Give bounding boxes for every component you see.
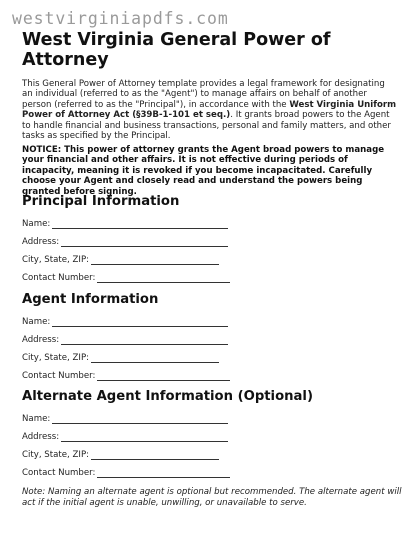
alternate-name-field[interactable]: [22, 414, 228, 424]
principal-city-field[interactable]: [22, 255, 219, 265]
alternate-city-label: City, State, ZIP:: [22, 450, 90, 460]
principal-section-title: Principal Information: [22, 194, 180, 209]
agent-name-label: Name:: [22, 317, 51, 327]
alternate-name-line[interactable]: [52, 415, 228, 424]
agent-address-field[interactable]: [22, 335, 228, 345]
intro-text-after: . It grants broad powers to the Agent to handle financial and business transactions, personal and family matters, and other tasks as specified by the Principal.: [22, 110, 391, 142]
intro-act-reference: West Virginia Uniform Power of Attorney Act (§39B-1-101 et seq.): [22, 99, 397, 121]
agent-contact-line[interactable]: [97, 372, 230, 381]
alternate-address-line[interactable]: [61, 433, 228, 442]
agent-contact-label: Contact Number:: [22, 371, 96, 381]
principal-name-field[interactable]: [22, 219, 228, 229]
alternate-city-field[interactable]: [22, 450, 219, 460]
alternate-contact-field[interactable]: [22, 468, 230, 478]
principal-contact-label: Contact Number:: [22, 273, 96, 283]
intro-text-before: This General Power of Attorney template provides a legal framework for designating an individual (referred to as the "Agent") to manage affairs on behalf of another person (referred to as the "Principal"), in accordance with the: [22, 79, 385, 110]
agent-address-line[interactable]: [61, 336, 228, 345]
alternate-agent-section-title: Alternate Agent Information (Optional): [22, 389, 313, 404]
alternate-address-label: Address:: [22, 432, 60, 442]
principal-city-line[interactable]: [91, 256, 219, 265]
alternate-agent-note: Note: Naming an alternate agent is optional but recommended. The alternate agent will act if the initial agent is unable, unwilling, or unavailable to serve.: [22, 487, 402, 508]
document-title: West Virginia General Power of Attorney: [22, 30, 331, 70]
agent-city-line[interactable]: [91, 354, 219, 363]
alternate-contact-line[interactable]: [97, 469, 230, 478]
agent-city-field[interactable]: [22, 353, 219, 363]
alternate-address-field[interactable]: [22, 432, 228, 442]
alternate-city-line[interactable]: [91, 451, 219, 460]
intro-paragraph: [22, 79, 398, 141]
alternate-contact-label: Contact Number:: [22, 468, 96, 478]
principal-contact-line[interactable]: [97, 274, 230, 283]
principal-address-label: Address:: [22, 237, 60, 247]
principal-contact-field[interactable]: [22, 273, 230, 283]
alternate-name-label: Name:: [22, 414, 51, 424]
principal-address-line[interactable]: [61, 238, 228, 247]
principal-name-line[interactable]: [52, 220, 228, 229]
agent-section-title: Agent Information: [22, 292, 159, 307]
agent-name-line[interactable]: [52, 318, 228, 327]
agent-city-label: City, State, ZIP:: [22, 353, 90, 363]
agent-contact-field[interactable]: [22, 371, 230, 381]
principal-city-label: City, State, ZIP:: [22, 255, 90, 265]
principal-address-field[interactable]: [22, 237, 228, 247]
watermark-text: westvirginiapdfs.com: [12, 9, 229, 28]
agent-name-field[interactable]: [22, 317, 228, 327]
notice-paragraph: NOTICE: This power of attorney grants the Agent broad powers to manage your financial and other affairs. It is not effective during periods of incapacity, meaning it is revoked if you become incapacitated. Carefully choose your Agent and closely read and understand the powers being granted before signing.: [22, 145, 385, 197]
principal-name-label: Name:: [22, 219, 51, 229]
agent-address-label: Address:: [22, 335, 60, 345]
